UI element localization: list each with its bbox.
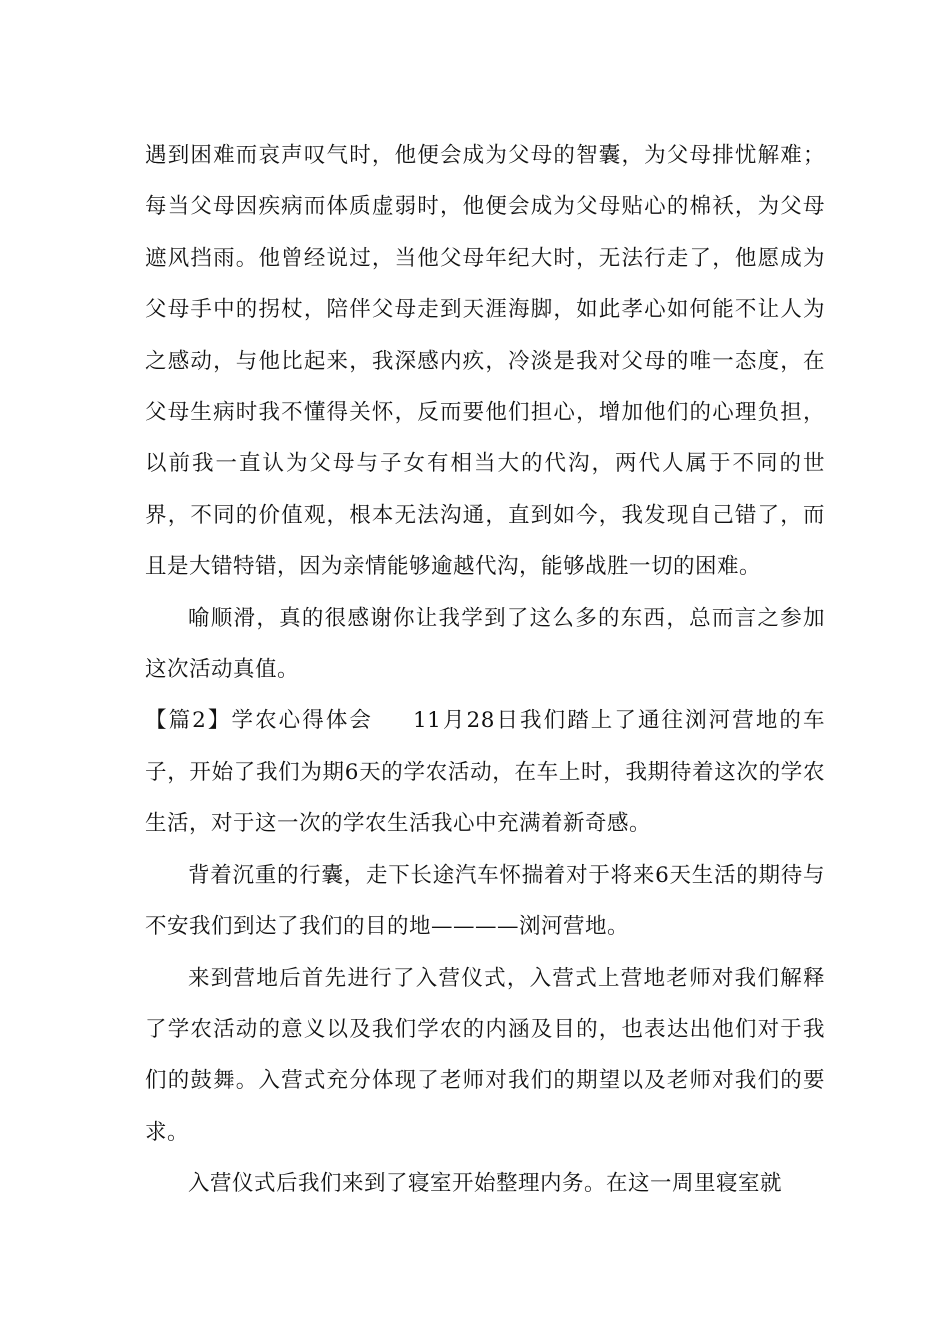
paragraph-ceremony: 来到营地后首先进行了入营仪式，入营式上营地老师对我们解释了学农活动的意义以及我们学农的内涵及目的，也表达出他们对于我们的鼓舞。入营式充分体现了老师对我们的期望以及老师对我们的要求。 [145,965,825,1145]
paragraph-dorm: 入营仪式后我们来到了寝室开始整理内务。在这一周里寝室就 [188,1171,783,1197]
section-intro-text: 11月28日我们踏上了通往浏河营地的车子，开始了我们为期6天的学农活动，在车上时，我期待着这次的学农生活，对于这一次的学农生活我心中充满着新奇感。 [145,708,826,837]
paragraph-continuation: 遇到困难而哀声叹气时，他便会成为父母的智囊，为父母排忧解难；每当父母因疾病而体质虚弱时，他便会成为父母贴心的棉袄，为父母遮风挡雨。他曾经说过，当他父母年纪大时，无法行走了，他愿成为父母手中的拐杖，陪伴父母走到天涯海脚，如此孝心如何能不让人为之感动，与他比起来，我深感内疚，冷淡是我对父母的唯一态度，在父母生病时我不懂得关怀，反而要他们担心，增加他们的心理负担，以前我一直认为父母与子女有相当大的代沟，两代人属于不同的世界，不同的价值观，根本无法沟通，直到如今，我发现自己错了，而且是大错特错，因为亲情能够逾越代沟，能够战胜一切的困难。 [145,143,825,580]
paragraph-arrival: 背着沉重的行囊，走下长途汽车怀揣着对于将来6天生活的期待与不安我们到达了我们的目的地————浏河营地。 [145,862,825,940]
section-heading: 【篇2】学农心得体会 [145,708,373,734]
paragraph-thanks: 喻顺滑，真的很感谢你让我学到了这么多的东西，总而言之参加这次活动真值。 [145,605,825,683]
document-body [145,130,825,1210]
paragraph-section-2-intro [145,695,825,849]
